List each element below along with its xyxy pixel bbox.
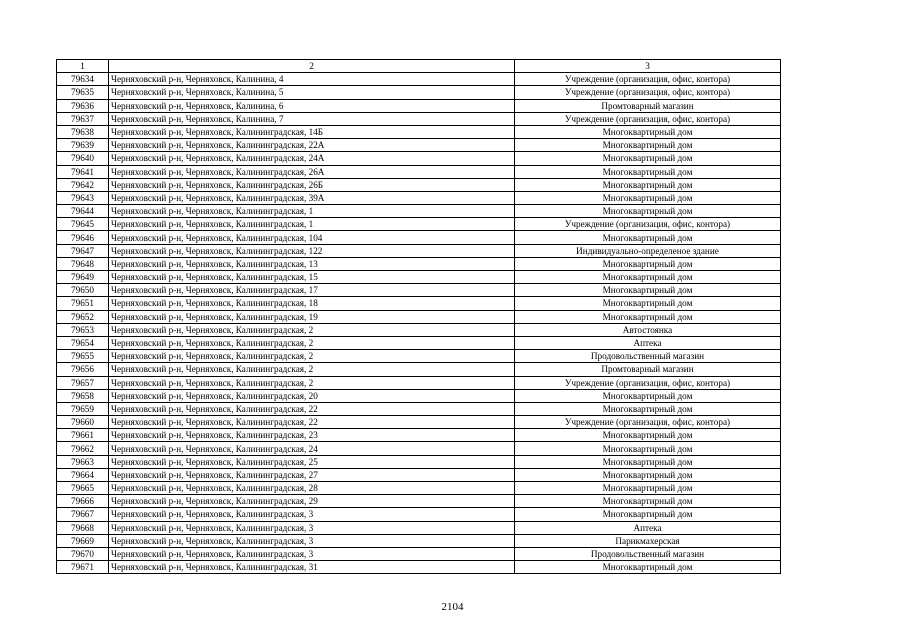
row-number: 79638 xyxy=(57,125,109,138)
row-object-type: Многоквартирный дом xyxy=(515,310,781,323)
row-object-type: Промтоварный магазин xyxy=(515,363,781,376)
row-object-type: Многоквартирный дом xyxy=(515,508,781,521)
table-row xyxy=(57,547,781,560)
row-number: 79651 xyxy=(57,297,109,310)
row-object-type: Многоквартирный дом xyxy=(515,561,781,574)
row-number: 79647 xyxy=(57,244,109,257)
row-object-type: Многоквартирный дом xyxy=(515,231,781,244)
row-number: 79665 xyxy=(57,482,109,495)
table-row xyxy=(57,73,781,86)
row-number: 79655 xyxy=(57,350,109,363)
row-number: 79660 xyxy=(57,416,109,429)
row-object-type: Многоквартирный дом xyxy=(515,429,781,442)
row-object-type: Индивидуально-определеное здание xyxy=(515,244,781,257)
row-address: Черняховский р-н, Черняховск, Калининградская, 17 xyxy=(109,284,515,297)
table-row xyxy=(57,205,781,218)
row-address: Черняховский р-н, Черняховск, Калининградская, 2 xyxy=(109,350,515,363)
row-number: 79652 xyxy=(57,310,109,323)
row-object-type: Многоквартирный дом xyxy=(515,284,781,297)
table-row xyxy=(57,402,781,415)
row-address: Черняховский р-н, Черняховск, Калининградская, 104 xyxy=(109,231,515,244)
row-object-type: Аптека xyxy=(515,336,781,349)
row-object-type: Учреждение (организация, офис, контора) xyxy=(515,218,781,231)
table-row xyxy=(57,178,781,191)
row-number: 79669 xyxy=(57,534,109,547)
row-object-type: Многоквартирный дом xyxy=(515,152,781,165)
row-object-type: Многоквартирный дом xyxy=(515,442,781,455)
row-address: Черняховский р-н, Черняховск, Калининградская, 1 xyxy=(109,205,515,218)
row-address: Черняховский р-н, Черняховск, Калининградская, 24А xyxy=(109,152,515,165)
row-object-type: Учреждение (организация, офис, контора) xyxy=(515,376,781,389)
table-row xyxy=(57,442,781,455)
row-object-type: Учреждение (организация, офис, контора) xyxy=(515,86,781,99)
table-row xyxy=(57,508,781,521)
row-number: 79644 xyxy=(57,205,109,218)
table-row xyxy=(57,297,781,310)
row-number: 79650 xyxy=(57,284,109,297)
row-address: Черняховский р-н, Черняховск, Калининградская, 25 xyxy=(109,455,515,468)
row-object-type: Многоквартирный дом xyxy=(515,402,781,415)
row-address: Черняховский р-н, Черняховск, Калинина, 5 xyxy=(109,86,515,99)
row-object-type: Автостоянка xyxy=(515,323,781,336)
row-address: Черняховский р-н, Черняховск, Калининградская, 26Б xyxy=(109,178,515,191)
row-number: 79645 xyxy=(57,218,109,231)
column-header-number: 1 xyxy=(57,60,109,73)
row-object-type: Промтоварный магазин xyxy=(515,99,781,112)
table-row xyxy=(57,152,781,165)
table-row xyxy=(57,482,781,495)
table-row xyxy=(57,231,781,244)
table-row xyxy=(57,99,781,112)
table-row xyxy=(57,323,781,336)
row-number: 79639 xyxy=(57,139,109,152)
table-row xyxy=(57,389,781,402)
row-address: Черняховский р-н, Черняховск, Калининградская, 3 xyxy=(109,521,515,534)
row-number: 79662 xyxy=(57,442,109,455)
row-object-type: Многоквартирный дом xyxy=(515,191,781,204)
table-row xyxy=(57,336,781,349)
row-address: Черняховский р-н, Черняховск, Калининградская, 22 xyxy=(109,416,515,429)
row-number: 79661 xyxy=(57,429,109,442)
row-object-type: Аптека xyxy=(515,521,781,534)
row-number: 79667 xyxy=(57,508,109,521)
table-row xyxy=(57,125,781,138)
table-body xyxy=(57,73,781,574)
row-address: Черняховский р-н, Черняховск, Калинина, 4 xyxy=(109,73,515,86)
row-object-type: Многоквартирный дом xyxy=(515,139,781,152)
table-row xyxy=(57,244,781,257)
row-object-type: Учреждение (организация, офис, контора) xyxy=(515,416,781,429)
row-object-type: Многоквартирный дом xyxy=(515,205,781,218)
row-number: 79668 xyxy=(57,521,109,534)
row-object-type: Многоквартирный дом xyxy=(515,468,781,481)
row-number: 79646 xyxy=(57,231,109,244)
row-address: Черняховский р-н, Черняховск, Калининградская, 3 xyxy=(109,534,515,547)
row-object-type: Многоквартирный дом xyxy=(515,165,781,178)
row-address: Черняховский р-н, Черняховск, Калининградская, 26А xyxy=(109,165,515,178)
table-row xyxy=(57,561,781,574)
table-row xyxy=(57,218,781,231)
row-address: Черняховский р-н, Черняховск, Калининградская, 22А xyxy=(109,139,515,152)
column-header-address: 2 xyxy=(109,60,515,73)
row-number: 79635 xyxy=(57,86,109,99)
row-number: 79656 xyxy=(57,363,109,376)
row-object-type: Многоквартирный дом xyxy=(515,297,781,310)
table-row xyxy=(57,416,781,429)
table-row xyxy=(57,455,781,468)
table-row xyxy=(57,284,781,297)
table-row xyxy=(57,86,781,99)
row-address: Черняховский р-н, Черняховск, Калининградская, 14Б xyxy=(109,125,515,138)
table-row xyxy=(57,350,781,363)
row-number: 79642 xyxy=(57,178,109,191)
row-number: 79666 xyxy=(57,495,109,508)
row-object-type: Многоквартирный дом xyxy=(515,455,781,468)
table-row xyxy=(57,534,781,547)
row-address: Черняховский р-н, Черняховск, Калининградская, 27 xyxy=(109,468,515,481)
row-number: 79663 xyxy=(57,455,109,468)
row-number: 79641 xyxy=(57,165,109,178)
table-row xyxy=(57,191,781,204)
table-row xyxy=(57,429,781,442)
row-object-type: Многоквартирный дом xyxy=(515,271,781,284)
row-number: 79670 xyxy=(57,547,109,560)
row-object-type: Многоквартирный дом xyxy=(515,178,781,191)
row-number: 79671 xyxy=(57,561,109,574)
row-address: Черняховский р-н, Черняховск, Калининградская, 3 xyxy=(109,508,515,521)
row-address: Черняховский р-н, Черняховск, Калининградская, 15 xyxy=(109,271,515,284)
row-address: Черняховский р-н, Черняховск, Калининградская, 19 xyxy=(109,310,515,323)
row-object-type: Многоквартирный дом xyxy=(515,257,781,270)
row-address: Черняховский р-н, Черняховск, Калининградская, 23 xyxy=(109,429,515,442)
row-number: 79658 xyxy=(57,389,109,402)
row-address: Черняховский р-н, Черняховск, Калининградская, 13 xyxy=(109,257,515,270)
row-address: Черняховский р-н, Черняховск, Калининградская, 1 xyxy=(109,218,515,231)
row-address: Черняховский р-н, Черняховск, Калининградская, 28 xyxy=(109,482,515,495)
row-address: Черняховский р-н, Черняховск, Калининградская, 20 xyxy=(109,389,515,402)
row-number: 79636 xyxy=(57,99,109,112)
row-object-type: Учреждение (организация, офис, контора) xyxy=(515,112,781,125)
page-number: 2104 xyxy=(441,601,464,613)
row-address: Черняховский р-н, Черняховск, Калининградская, 2 xyxy=(109,336,515,349)
row-number: 79648 xyxy=(57,257,109,270)
row-number: 79659 xyxy=(57,402,109,415)
row-address: Черняховский р-н, Черняховск, Калининградская, 2 xyxy=(109,323,515,336)
column-header-object-type: 3 xyxy=(515,60,781,73)
row-number: 79654 xyxy=(57,336,109,349)
row-object-type: Многоквартирный дом xyxy=(515,125,781,138)
row-address: Черняховский р-н, Черняховск, Калининградская, 3 xyxy=(109,547,515,560)
row-object-type: Учреждение (организация, офис, контора) xyxy=(515,73,781,86)
row-number: 79634 xyxy=(57,73,109,86)
row-number: 79637 xyxy=(57,112,109,125)
row-number: 79640 xyxy=(57,152,109,165)
row-address: Черняховский р-н, Черняховск, Калинина, 7 xyxy=(109,112,515,125)
row-number: 79657 xyxy=(57,376,109,389)
row-object-type: Продовольственный магазин xyxy=(515,547,781,560)
address-registry-table xyxy=(56,59,781,574)
table-row xyxy=(57,257,781,270)
row-address: Черняховский р-н, Черняховск, Калининградская, 24 xyxy=(109,442,515,455)
row-number: 79649 xyxy=(57,271,109,284)
table-row xyxy=(57,468,781,481)
table-row xyxy=(57,165,781,178)
row-object-type: Парикмахерская xyxy=(515,534,781,547)
table-row xyxy=(57,271,781,284)
row-address: Черняховский р-н, Черняховск, Калининградская, 122 xyxy=(109,244,515,257)
row-object-type: Многоквартирный дом xyxy=(515,495,781,508)
table-header-row xyxy=(57,60,781,73)
row-address: Черняховский р-н, Черняховск, Калининградская, 2 xyxy=(109,363,515,376)
row-number: 79653 xyxy=(57,323,109,336)
table-row xyxy=(57,112,781,125)
table-row xyxy=(57,495,781,508)
row-number: 79664 xyxy=(57,468,109,481)
row-object-type: Многоквартирный дом xyxy=(515,389,781,402)
table-row xyxy=(57,376,781,389)
table-row xyxy=(57,363,781,376)
table-row xyxy=(57,521,781,534)
row-object-type: Продовольственный магазин xyxy=(515,350,781,363)
row-address: Черняховский р-н, Черняховск, Калининградская, 18 xyxy=(109,297,515,310)
row-address: Черняховский р-н, Черняховск, Калинина, 6 xyxy=(109,99,515,112)
row-address: Черняховский р-н, Черняховск, Калининградская, 2 xyxy=(109,376,515,389)
table-row xyxy=(57,139,781,152)
row-address: Черняховский р-н, Черняховск, Калининградская, 22 xyxy=(109,402,515,415)
row-address: Черняховский р-н, Черняховск, Калининградская, 29 xyxy=(109,495,515,508)
row-address: Черняховский р-н, Черняховск, Калининградская, 39А xyxy=(109,191,515,204)
row-object-type: Многоквартирный дом xyxy=(515,482,781,495)
row-number: 79643 xyxy=(57,191,109,204)
row-address: Черняховский р-н, Черняховск, Калининградская, 31 xyxy=(109,561,515,574)
table-row xyxy=(57,310,781,323)
